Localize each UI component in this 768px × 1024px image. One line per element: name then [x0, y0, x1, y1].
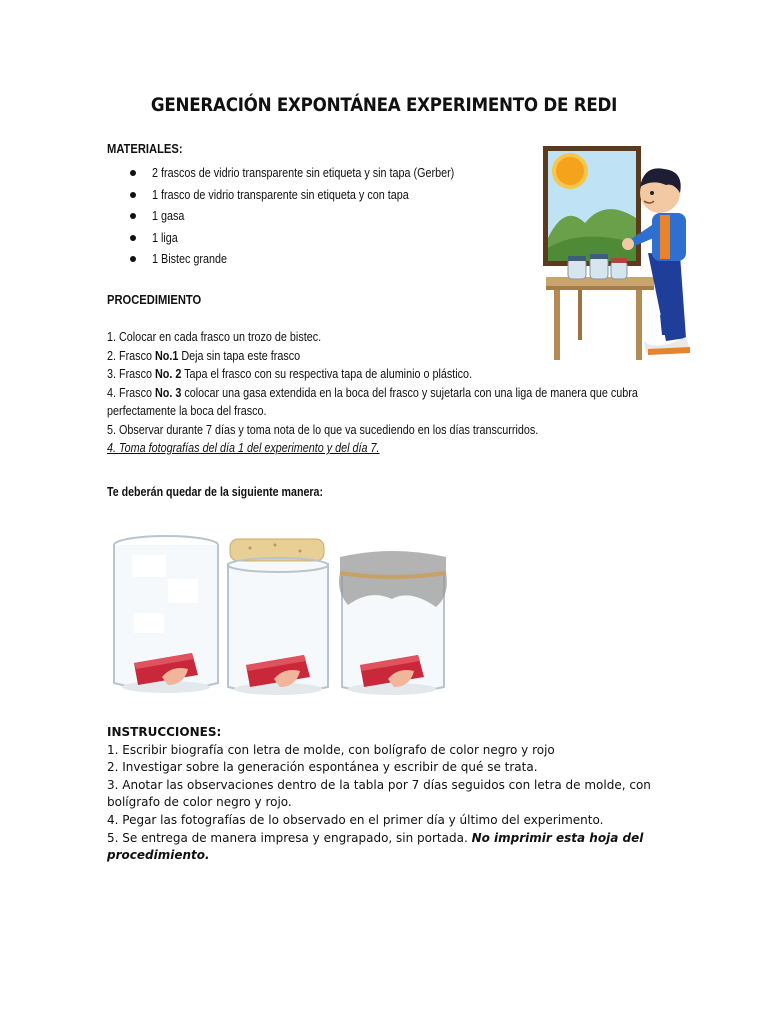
- jar-1-open: [114, 536, 218, 693]
- instructions-block: [107, 724, 651, 865]
- list-item: 1 gasa: [130, 205, 516, 227]
- jar-3-gauze: [339, 551, 447, 695]
- procedure-label: PROCEDIMIENTO: [107, 292, 202, 307]
- procedure-note: 4. Toma fotografías del día 1 del experimento y del día 7.: [107, 440, 380, 455]
- sun-icon: [554, 155, 586, 187]
- list-item: 1 Bistec grande: [130, 248, 516, 270]
- procedure-step-5: 5. Observar durante 7 días y toma nota de lo que va sucediendo en los días transcurridos.: [107, 421, 539, 437]
- instruction-3-continued: bolígrafo de color negro y rojo.: [107, 795, 292, 810]
- list-item: 1 liga: [130, 227, 516, 249]
- list-item: 2 frascos de vidrio transparente sin etiqueta y sin tapa (Gerber): [130, 162, 516, 184]
- instruction-3: 3. Anotar las observaciones dentro de la tabla por 7 días seguidos con letra de molde, con: [107, 777, 651, 792]
- figure-caption: Te deberán quedar de la siguiente manera:: [107, 484, 324, 499]
- instruction-5-continued: procedimiento.: [107, 848, 210, 863]
- bullet-icon: [130, 170, 136, 176]
- page-title: GENERACIÓN EXPONTÁNEA EXPERIMENTO DE REDI: [150, 94, 618, 116]
- instruction-4: 4. Pegar las fotografías de lo observado en el primer día y último del experimento.: [107, 812, 604, 827]
- procedure-step-1: 1. Colocar en cada frasco un trozo de bistec.: [107, 329, 322, 344]
- instructions-label: INSTRUCCIONES:: [107, 725, 222, 739]
- procedure-step-4: 4. Frasco No. 3 colocar una gasa extendida en la boca del frasco y sujetarla con una liga de manera que cubra: [107, 384, 638, 400]
- bullet-icon: [130, 213, 136, 219]
- materials-list: [130, 162, 516, 270]
- bullet-icon: [130, 256, 136, 262]
- bullet-icon: [130, 192, 136, 198]
- instruction-1: 1. Escribir biografía con letra de molde, con bolígrafo de color negro y rojo: [107, 742, 555, 757]
- procedure-step-4-continued: perfectamente la boca del frasco.: [107, 403, 267, 418]
- procedure-step-3: 3. Frasco No. 2 Tapa el frasco con su respectiva tapa de aluminio o plástico.: [107, 366, 473, 381]
- materials-label: MATERIALES:: [107, 141, 183, 156]
- instruction-5: 5. Se entrega de manera impresa y engrapado, sin portada. No imprimir esta hoja del: [107, 830, 644, 845]
- procedure-step-2: 2. Frasco No.1 Deja sin tapa este frasco: [107, 347, 301, 363]
- list-item: 1 frasco de vidrio transparente sin etiqueta y con tapa: [130, 184, 516, 206]
- three-jars-illustration: [110, 515, 460, 700]
- bullet-icon: [130, 235, 136, 241]
- jar-2-lidded: [228, 539, 328, 695]
- instruction-2: 2. Investigar sobre la generación espontánea y escribir de qué se trata.: [107, 760, 538, 775]
- procedure-steps: [107, 328, 727, 458]
